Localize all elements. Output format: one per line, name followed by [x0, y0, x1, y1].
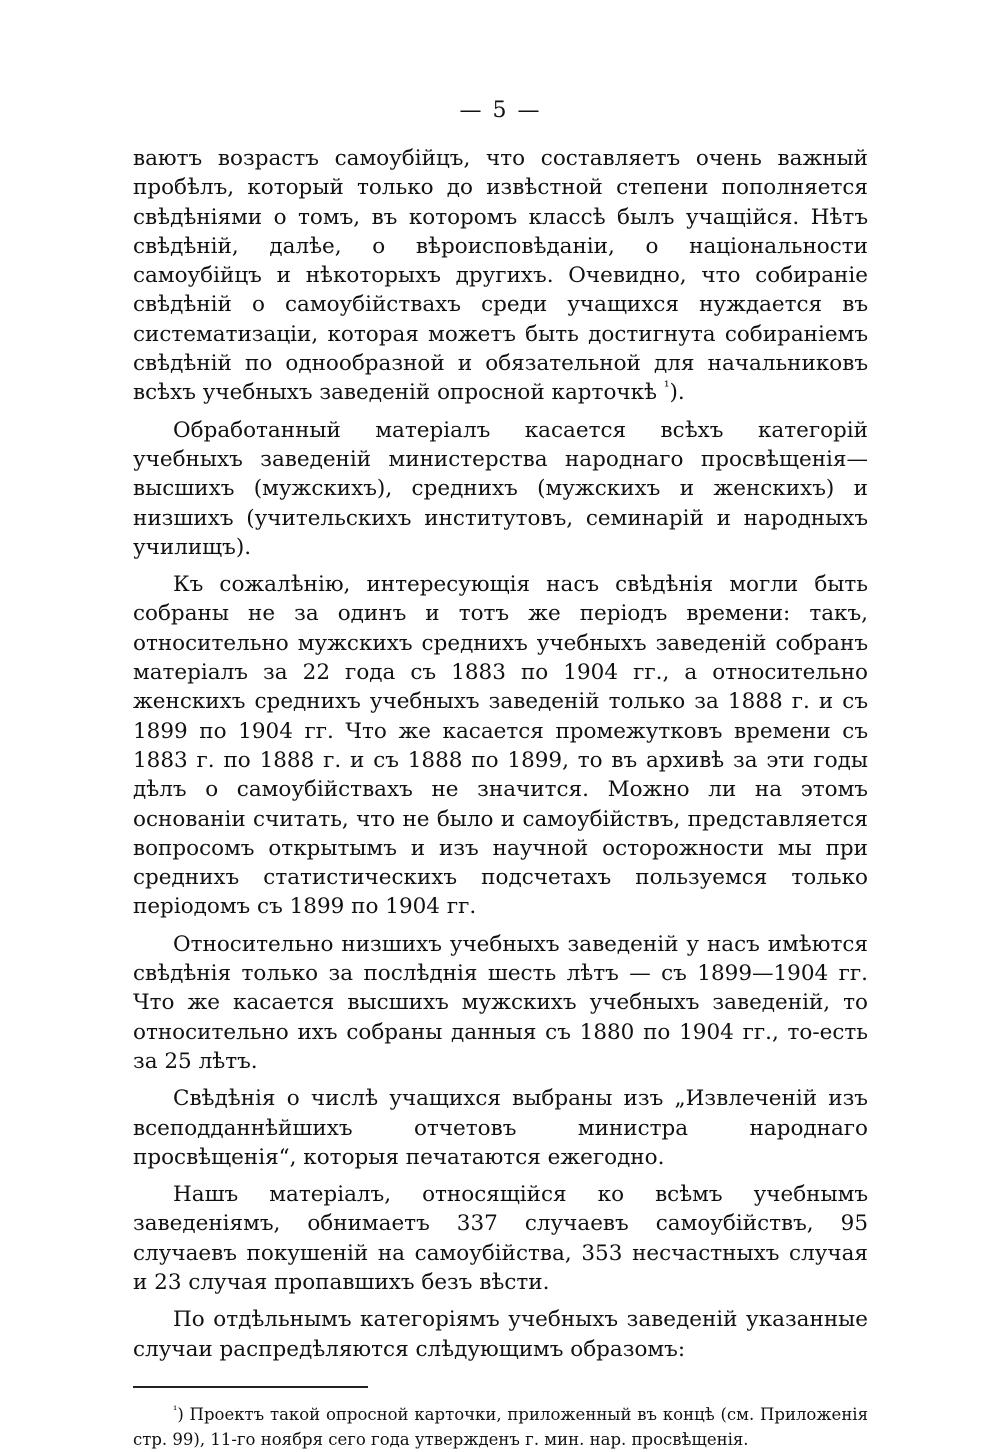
footnote — [133, 1402, 868, 1452]
paragraph-2: Обработанный матеріалъ касается всѣхъ категорій учебныхъ заведеній министерства народнаго просвѣщенія—высшихъ (мужскихъ), среднихъ (мужскихъ и женскихъ) и низшихъ (учительскихъ институтовъ, семинарій и народныхъ училищъ). — [133, 417, 868, 560]
paragraph-3: Къ сожалѣнію, интересующія насъ свѣдѣнія могли быть собраны не за одинъ и тотъ же періодъ времени: такъ, относительно мужскихъ среднихъ учебныхъ заведеній собранъ матеріалъ за 22 года съ 1883 по 1904 гг., а относительно женскихъ среднихъ учебныхъ заведеній только за 1888 г. и съ 1899 по 1904 гг. Что же касается промежутковъ времени съ 1883 г. по 1888 г. и съ 1888 по 1899, то въ архивѣ за эти годы дѣлъ о самоубійствахъ не значится. Можно ли на этомъ основаніи считать, что не было и самоубійствъ, представляется вопросомъ открытымъ и изъ научной осторожности мы при среднихъ статистическихъ подсчетахъ пользуемся только періодомъ съ 1899 по 1904 гг. — [133, 572, 868, 920]
document-page — [133, 96, 868, 1452]
paragraph-1-text: ваютъ возрастъ самоубійцъ, что составляетъ очень важный пробѣлъ, который только до извѣстной степени пополняется свѣдѣніями о томъ, въ которомъ классѣ былъ учащійся. Нѣтъ свѣдѣній, далѣе, о вѣроисповѣданіи, о національности самоубійцъ и нѣкоторыхъ другихъ. Очевидно, что собираніе свѣдѣній о самоубійствахъ среди учащихся нуждается въ систематизаціи, которая можетъ быть достигнута собираніемъ свѣдѣній по однообразной и обязательной для начальниковъ всѣхъ учебныхъ заведеній опросной карточкѣ — [133, 146, 868, 406]
footnote-reference: ¹ — [663, 379, 670, 396]
paragraph-4: Относительно низшихъ учебныхъ заведеній у насъ имѣются свѣдѣнія только за послѣднія шесть лѣтъ — съ 1899—1904 гг. Что же касается высшихъ мужскихъ учебныхъ заведеній, то относительно ихъ собраны данныя съ 1880 по 1904 гг., то-есть за 25 лѣтъ. — [133, 931, 868, 1074]
paragraph-5: Свѣдѣнія о числѣ учащихся выбраны изъ „Извлеченій изъ всеподданнѣйшихъ отчетовъ министра народнаго просвѣщенія“, которыя печатаются ежегодно. — [133, 1086, 868, 1170]
paragraph-7: По отдѣльнымъ категоріямъ учебныхъ заведеній указанные случаи распредѣляются слѣдующимъ образомъ: — [133, 1307, 868, 1362]
footnote-divider — [133, 1386, 368, 1388]
body-text — [133, 144, 868, 1364]
page-number: — 5 — — [459, 98, 542, 123]
paragraph-6: Нашъ матеріалъ, относящійся ко всѣмъ учебнымъ заведеніямъ, обнимаетъ 337 случаевъ самоубійствъ, 95 случаевъ покушеній на самоубійства, 353 несчастныхъ случая и 23 случая пропавшихъ безъ вѣсти. — [133, 1182, 868, 1295]
footnote-reference-suffix: ). — [669, 380, 685, 406]
footnote-text: ) Проектъ такой опросной карточки, приложенный въ концѣ (см. Приложенія стр. 99), 11-го ноября сего года утвержденъ г. мин. нар. просвѣщенія. — [133, 1404, 868, 1449]
footnote-marker: ¹ — [173, 1403, 178, 1417]
paragraph-1 — [133, 144, 868, 408]
